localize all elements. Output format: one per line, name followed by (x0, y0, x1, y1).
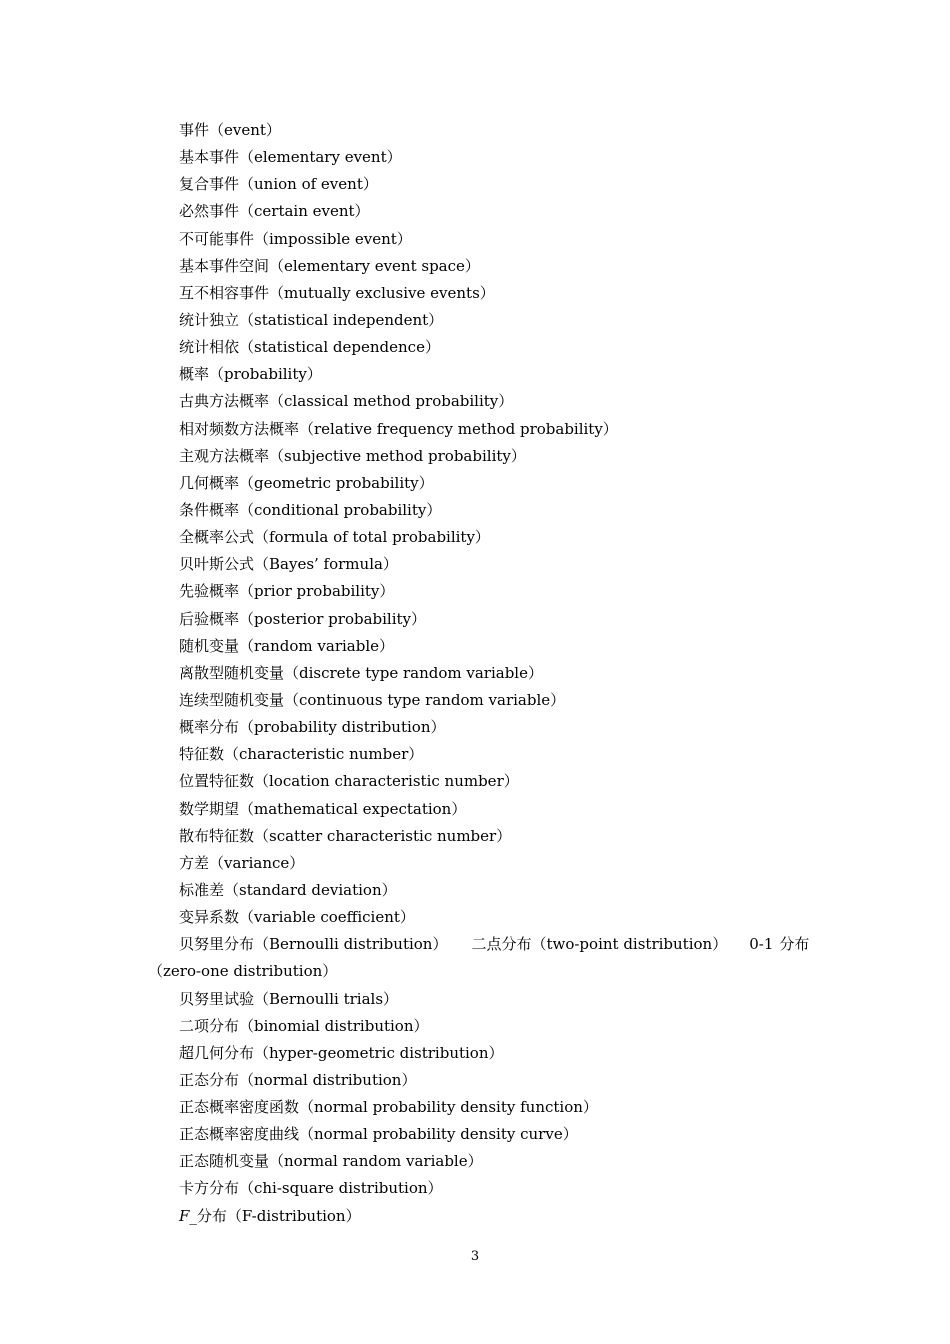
list-item: 特征数（characteristic number） (179, 745, 424, 764)
list-item: 相对频数方法概率（relative frequency method probability） (179, 419, 618, 438)
term-list (0, 117, 950, 1230)
list-item: 先验概率（prior probability） (179, 582, 395, 601)
list-item: 超几何分布（hyper-geometric distribution） (179, 1043, 504, 1062)
list-item: 基本事件空间（elementary event space） (179, 256, 480, 275)
list-item: 卡方分布（chi-square distribution） (179, 1179, 443, 1198)
f-distribution-term: _分布（F-distribution） (189, 1206, 361, 1225)
list-item: 标准差（standard deviation） (179, 880, 397, 899)
list-item: 变异系数（variable coefficient） (179, 908, 415, 927)
f-symbol: F (179, 1206, 190, 1225)
list-item: 后验概率（posterior probability） (179, 609, 427, 628)
list-item: 贝努里试验（Bernoulli trials） (179, 989, 399, 1008)
list-item: 概率（probability） (179, 365, 322, 384)
list-item: 基本事件（elementary event） (179, 148, 402, 167)
list-item: 统计相依（statistical dependence） (179, 338, 440, 357)
list-item: 正态概率密度曲线（normal probability density curve） (179, 1125, 578, 1144)
page-number: 3 (470, 1249, 480, 1264)
list-item: 二项分布（binomial distribution） (179, 1016, 429, 1035)
list-item: 复合事件（union of event） (179, 175, 378, 194)
list-item: 古典方法概率（classical method probability） (179, 392, 514, 411)
list-item: 必然事件（certain event） (179, 202, 370, 221)
list-item: 连续型随机变量（continuous type random variable） (179, 690, 566, 709)
list-item: 不可能事件（impossible event） (179, 229, 412, 248)
list-item: 统计独立（statistical independent） (179, 310, 444, 329)
list-item: 正态随机变量（normal random variable） (179, 1152, 483, 1171)
f-distribution-line (0, 1203, 950, 1230)
list-item: 事件（event） (179, 121, 281, 139)
list-item: 全概率公式（formula of total probability） (179, 528, 490, 547)
zero-one-number: 0-1 (749, 935, 774, 954)
list-item: 几何概率（geometric probability） (179, 473, 434, 492)
list-item: 贝叶斯公式（Bayes’ formula） (179, 555, 398, 574)
list-item: 概率分布（probability distribution） (179, 718, 446, 737)
list-item: 随机变量（random variable） (179, 636, 395, 655)
list-item: 位置特征数（location characteristic number） (179, 772, 519, 791)
list-item: 数学期望（mathematical expectation） (179, 799, 467, 818)
list-item: 条件概率（conditional probability） (179, 500, 442, 519)
bernoulli-line (0, 931, 950, 958)
list-item: 正态分布（normal distribution） (179, 1070, 417, 1089)
zero-one-distribution-label: 分布 (779, 935, 810, 954)
list-item: 正态概率密度函数（normal probability density function） (179, 1098, 598, 1117)
list-item: 互不相容事件（mutually exclusive events） (179, 283, 495, 302)
bernoulli-line-continuation: （zero-one distribution） (148, 962, 338, 981)
list-item: 主观方法概率（subjective method probability） (179, 446, 526, 465)
list-item: 离散型随机变量（discrete type random variable） (179, 663, 543, 682)
bernoulli-distribution-term: 贝努里分布（Bernoulli distribution） (179, 935, 448, 954)
two-point-distribution-term: 二点分布（two-point distribution） (471, 935, 728, 954)
list-item: 方差（variance） (179, 853, 305, 872)
list-item: 散布特征数（scatter characteristic number） (179, 826, 512, 845)
